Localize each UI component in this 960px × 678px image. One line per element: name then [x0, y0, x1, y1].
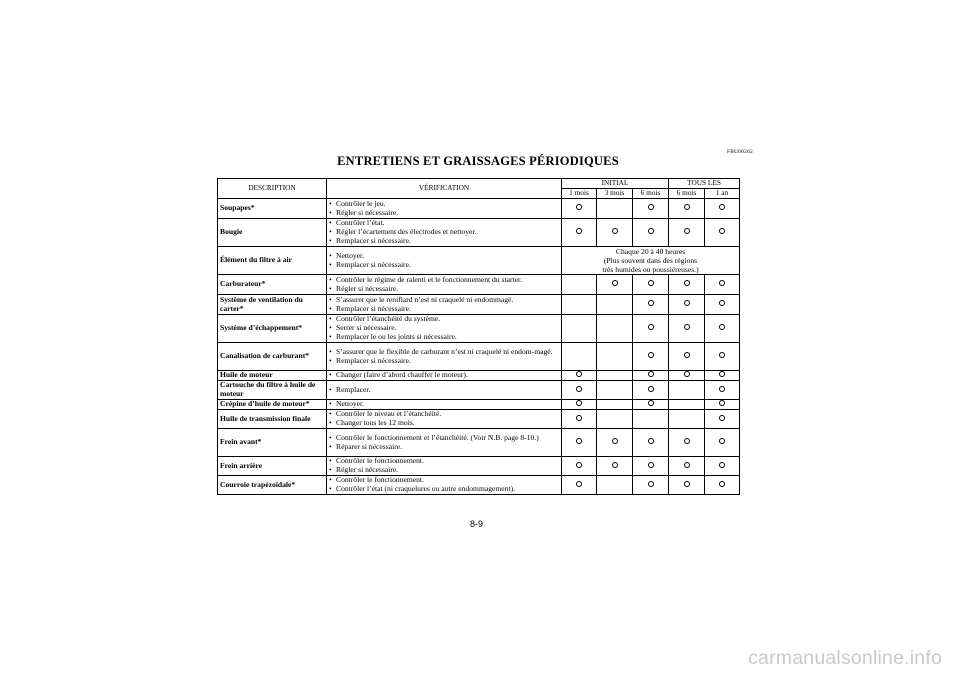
- schedule-cell: [597, 315, 633, 343]
- check-circle-icon: [648, 280, 654, 286]
- schedule-cell: [597, 381, 633, 400]
- check-circle-icon: [719, 386, 725, 392]
- schedule-cell: [633, 343, 669, 371]
- row-verification: [327, 381, 562, 400]
- check-circle-icon: [576, 400, 582, 406]
- check-circle-icon: [719, 352, 725, 358]
- row-verification: [327, 371, 562, 381]
- schedule-cell: [705, 476, 740, 495]
- verification-item: • Contrôler le fonctionnement.: [329, 475, 424, 485]
- verification-item: • Régler si nécessaire.: [329, 207, 399, 217]
- schedule-cell: [597, 343, 633, 371]
- verification-text: Contrôler l’état (ni craquelures ou autre endommagement).: [336, 484, 516, 494]
- schedule-cell: [633, 295, 669, 315]
- row-description: Cartouche du filtre à huile de moteur: [218, 381, 327, 400]
- table-row: [218, 219, 740, 247]
- schedule-cell: [633, 381, 669, 400]
- check-circle-icon: [612, 280, 618, 286]
- verification-text: Remplacer.: [336, 384, 371, 394]
- verification-text: Serrer si nécessaire.: [336, 323, 397, 333]
- schedule-cell: [633, 429, 669, 457]
- check-circle-icon: [684, 204, 690, 210]
- row-description: Courroie trapézoïdale*: [218, 476, 327, 495]
- schedule-cell: [633, 371, 669, 381]
- schedule-cell: [562, 371, 597, 381]
- verification-text: Contrôler le jeu.: [336, 198, 386, 208]
- check-circle-icon: [719, 462, 725, 468]
- schedule-cell: [705, 400, 740, 410]
- header-period: 6 mois: [633, 189, 669, 199]
- verification-text: Remplacer si nécessaire.: [336, 303, 411, 313]
- schedule-cell: [705, 295, 740, 315]
- row-description: Soupapes*: [218, 199, 327, 219]
- header-description: DESCRIPTION: [218, 179, 327, 199]
- schedule-cell: [705, 219, 740, 247]
- row-verification: [327, 295, 562, 315]
- check-circle-icon: [648, 371, 654, 377]
- schedule-cell: [705, 457, 740, 476]
- schedule-cell: [705, 199, 740, 219]
- check-circle-icon: [612, 438, 618, 444]
- table-row: [218, 381, 740, 400]
- schedule-cell: [669, 410, 705, 429]
- watermark: carmanualsonline.info: [748, 647, 942, 669]
- check-circle-icon: [648, 462, 654, 468]
- check-circle-icon: [684, 352, 690, 358]
- schedule-cell: [597, 400, 633, 410]
- row-description: Huile de moteur: [218, 371, 327, 381]
- schedule-cell: [705, 315, 740, 343]
- interval-note: [562, 247, 740, 275]
- verification-text: Contrôler le niveau et l’étanchéité.: [336, 409, 442, 419]
- check-circle-icon: [648, 300, 654, 306]
- table-row: [218, 429, 740, 457]
- verification-item: • Contrôler le régime de ralenti et le fonctionnement du starter.: [329, 274, 522, 284]
- table-row: [218, 247, 740, 275]
- schedule-cell: [669, 295, 705, 315]
- verification-text: Remplacer si nécessaire.: [336, 235, 411, 245]
- check-circle-icon: [576, 462, 582, 468]
- row-description: Frein arrière: [218, 457, 327, 476]
- row-verification: [327, 429, 562, 457]
- table-row: [218, 275, 740, 295]
- schedule-cell: [562, 476, 597, 495]
- check-circle-icon: [648, 204, 654, 210]
- verification-text: Changer tous les 12 mois.: [336, 418, 415, 428]
- schedule-cell: [705, 343, 740, 371]
- row-description: Canalisation de carburant*: [218, 343, 327, 371]
- schedule-cell: [669, 315, 705, 343]
- check-circle-icon: [719, 371, 725, 377]
- header-period: 3 mois: [597, 189, 633, 199]
- verification-item: • Remplacer.: [329, 384, 371, 394]
- row-verification: [327, 410, 562, 429]
- schedule-cell: [562, 410, 597, 429]
- verification-text: Remplacer si nécessaire.: [336, 259, 411, 269]
- verification-text: Contrôler le régime de ralenti et le fonctionnement du starter.: [336, 274, 522, 284]
- schedule-cell: [597, 199, 633, 219]
- check-circle-icon: [684, 324, 690, 330]
- schedule-cell: [669, 476, 705, 495]
- table-row: [218, 457, 740, 476]
- verification-item: • Remplacer si nécessaire.: [329, 303, 411, 313]
- check-circle-icon: [684, 481, 690, 487]
- verification-text: Contrôler le fonctionnement et l’étanchéité. (Voir N.B. page 8-10.): [336, 432, 539, 442]
- verification-item: • Remplacer le ou les joints si nécessaire.: [329, 332, 457, 342]
- verification-item: • Contrôler l’état.: [329, 218, 385, 228]
- header-period: 1 mois: [562, 189, 597, 199]
- schedule-cell: [597, 476, 633, 495]
- verification-item: • Changer (faire d’abord chauffer le moteur).: [329, 370, 468, 380]
- check-circle-icon: [648, 386, 654, 392]
- interval-note-line: très humides ou poussiéreuses.): [602, 265, 699, 275]
- row-description: Huile de transmission finale: [218, 410, 327, 429]
- verification-item: • Contrôler le fonctionnement.: [329, 456, 424, 466]
- row-verification: [327, 476, 562, 495]
- schedule-cell: [705, 410, 740, 429]
- header-initial: INITIAL: [562, 179, 669, 189]
- check-circle-icon: [684, 280, 690, 286]
- check-circle-icon: [648, 352, 654, 358]
- interval-note-line: Chaque 20 à 40 heures: [615, 247, 686, 256]
- check-circle-icon: [684, 300, 690, 306]
- header-period: 6 mois: [669, 189, 705, 199]
- table-row: [218, 476, 740, 495]
- schedule-cell: [597, 410, 633, 429]
- check-circle-icon: [684, 228, 690, 234]
- check-circle-icon: [719, 481, 725, 487]
- row-verification: [327, 343, 562, 371]
- schedule-cell: [633, 410, 669, 429]
- verification-item: • Contrôler le niveau et l’étanchéité.: [329, 409, 442, 419]
- verification-text: Nettoyer.: [336, 399, 365, 409]
- verification-item: • Changer tous les 12 mois.: [329, 418, 415, 428]
- table-row: [218, 295, 740, 315]
- schedule-cell: [633, 476, 669, 495]
- schedule-cell: [562, 381, 597, 400]
- verification-text: Régler l’écartement des électrodes et nettoyer.: [336, 227, 477, 237]
- schedule-cell: [562, 429, 597, 457]
- interval-note-line: (Plus souvent dans des régions: [603, 256, 698, 266]
- page-number: 8-9: [470, 519, 484, 529]
- document-code: FBU00262: [726, 149, 753, 155]
- verification-item: • Remplacer si nécessaire.: [329, 235, 411, 245]
- row-verification: [327, 400, 562, 410]
- row-description: Crépine d’huile de moteur*: [218, 400, 327, 410]
- row-description: Système d’échappement*: [218, 315, 327, 343]
- verification-item: • Nettoyer.: [329, 399, 365, 409]
- schedule-cell: [562, 219, 597, 247]
- schedule-cell: [633, 400, 669, 410]
- verification-item: • Réparer si nécessaire.: [329, 441, 402, 451]
- check-circle-icon: [684, 462, 690, 468]
- verification-item: • Régler l’écartement des électrodes et nettoyer.: [329, 227, 477, 237]
- header-verification: VÉRIFICATION: [327, 179, 562, 199]
- schedule-cell: [597, 275, 633, 295]
- check-circle-icon: [576, 371, 582, 377]
- schedule-cell: [669, 343, 705, 371]
- row-verification: [327, 457, 562, 476]
- verification-item: • Contrôler le fonctionnement et l’étanchéité. (Voir N.B. page 8-10.): [329, 432, 539, 442]
- check-circle-icon: [576, 228, 582, 234]
- row-description: Élément du filtre à air: [218, 247, 327, 275]
- schedule-cell: [669, 457, 705, 476]
- verification-item: • Contrôler l’étanchéité du système.: [329, 314, 441, 324]
- verification-item: • Remplacer si nécessaire.: [329, 259, 411, 269]
- header-tous-les: TOUS LES: [669, 179, 740, 189]
- check-circle-icon: [719, 400, 725, 406]
- check-circle-icon: [576, 438, 582, 444]
- check-circle-icon: [684, 438, 690, 444]
- schedule-cell: [562, 315, 597, 343]
- verification-item: • Contrôler l’état (ni craquelures ou autre endommagement).: [329, 484, 516, 494]
- header-period: 1 an: [705, 189, 740, 199]
- check-circle-icon: [719, 415, 725, 421]
- schedule-cell: [633, 315, 669, 343]
- verification-text: Changer (faire d’abord chauffer le moteur).: [336, 370, 468, 380]
- row-verification: [327, 247, 562, 275]
- check-circle-icon: [719, 300, 725, 306]
- row-description: Carburateur*: [218, 275, 327, 295]
- table-row: [218, 400, 740, 410]
- schedule-cell: [633, 219, 669, 247]
- schedule-cell: [669, 371, 705, 381]
- schedule-cell: [562, 199, 597, 219]
- schedule-cell: [705, 275, 740, 295]
- check-circle-icon: [576, 204, 582, 210]
- verification-item: • S’assurer que le reniflard n’est ni craquelé ni endommagé.: [329, 294, 514, 304]
- schedule-cell: [705, 371, 740, 381]
- verification-item: • S’assurer que le flexible de carburant n’est ni craquelé ni endom-magé.: [329, 346, 553, 356]
- check-circle-icon: [719, 204, 725, 210]
- table-row: [218, 410, 740, 429]
- verification-text: S’assurer que le flexible de carburant n’est ni craquelé ni endom-magé.: [336, 346, 553, 356]
- check-circle-icon: [576, 415, 582, 421]
- schedule-cell: [669, 199, 705, 219]
- row-verification: [327, 199, 562, 219]
- check-circle-icon: [612, 462, 618, 468]
- schedule-cell: [669, 219, 705, 247]
- verification-item: • Contrôler le jeu.: [329, 198, 386, 208]
- schedule-cell: [597, 295, 633, 315]
- verification-text: Nettoyer.: [336, 250, 365, 260]
- verification-item: • Remplacer si nécessaire.: [329, 355, 411, 365]
- schedule-cell: [633, 199, 669, 219]
- row-description: Bougie: [218, 219, 327, 247]
- check-circle-icon: [719, 280, 725, 286]
- table-row: [218, 343, 740, 371]
- row-verification: [327, 275, 562, 295]
- schedule-cell: [562, 295, 597, 315]
- schedule-cell: [633, 457, 669, 476]
- table-row: [218, 371, 740, 381]
- schedule-cell: [597, 371, 633, 381]
- check-circle-icon: [719, 228, 725, 234]
- verification-item: • Nettoyer.: [329, 250, 365, 260]
- schedule-cell: [597, 457, 633, 476]
- check-circle-icon: [684, 371, 690, 377]
- schedule-cell: [562, 343, 597, 371]
- verification-text: Contrôler le fonctionnement.: [336, 456, 424, 466]
- row-verification: [327, 219, 562, 247]
- check-circle-icon: [576, 481, 582, 487]
- schedule-cell: [669, 381, 705, 400]
- verification-text: Contrôler le fonctionnement.: [336, 475, 424, 485]
- schedule-cell: [705, 381, 740, 400]
- check-circle-icon: [648, 481, 654, 487]
- check-circle-icon: [719, 438, 725, 444]
- schedule-cell: [562, 275, 597, 295]
- row-verification: [327, 315, 562, 343]
- check-circle-icon: [648, 228, 654, 234]
- schedule-cell: [669, 400, 705, 410]
- schedule-cell: [669, 275, 705, 295]
- check-circle-icon: [648, 324, 654, 330]
- verification-item: • Régler si nécessaire.: [329, 283, 399, 293]
- table-row: [218, 315, 740, 343]
- verification-text: Régler si nécessaire.: [336, 207, 399, 217]
- verification-text: Contrôler l’état.: [336, 218, 385, 228]
- schedule-cell: [705, 429, 740, 457]
- schedule-cell: [562, 400, 597, 410]
- row-description: Frein avant*: [218, 429, 327, 457]
- schedule-cell: [633, 275, 669, 295]
- check-circle-icon: [648, 438, 654, 444]
- verification-item: • Serrer si nécessaire.: [329, 323, 397, 333]
- verification-text: Réparer si nécessaire.: [336, 441, 402, 451]
- schedule-cell: [597, 219, 633, 247]
- schedule-cell: [597, 429, 633, 457]
- verification-text: Régler si nécessaire.: [336, 465, 399, 475]
- verification-text: S’assurer que le reniflard n’est ni craquelé ni endommagé.: [336, 294, 514, 304]
- check-circle-icon: [612, 228, 618, 234]
- schedule-cell: [669, 429, 705, 457]
- maintenance-table: [217, 178, 740, 495]
- verification-text: Remplacer le ou les joints si nécessaire.: [336, 332, 457, 342]
- verification-text: Remplacer si nécessaire.: [336, 355, 411, 365]
- verification-item: • Régler si nécessaire.: [329, 465, 399, 475]
- row-description: Système de ventilation du carter*: [218, 295, 327, 315]
- check-circle-icon: [648, 400, 654, 406]
- verification-text: Contrôler l’étanchéité du système.: [336, 314, 441, 324]
- check-circle-icon: [576, 386, 582, 392]
- verification-text: Régler si nécessaire.: [336, 283, 399, 293]
- page-title: ENTRETIENS ET GRAISSAGES PÉRIODIQUES: [337, 154, 619, 168]
- schedule-cell: [562, 457, 597, 476]
- check-circle-icon: [719, 324, 725, 330]
- table-row: [218, 199, 740, 219]
